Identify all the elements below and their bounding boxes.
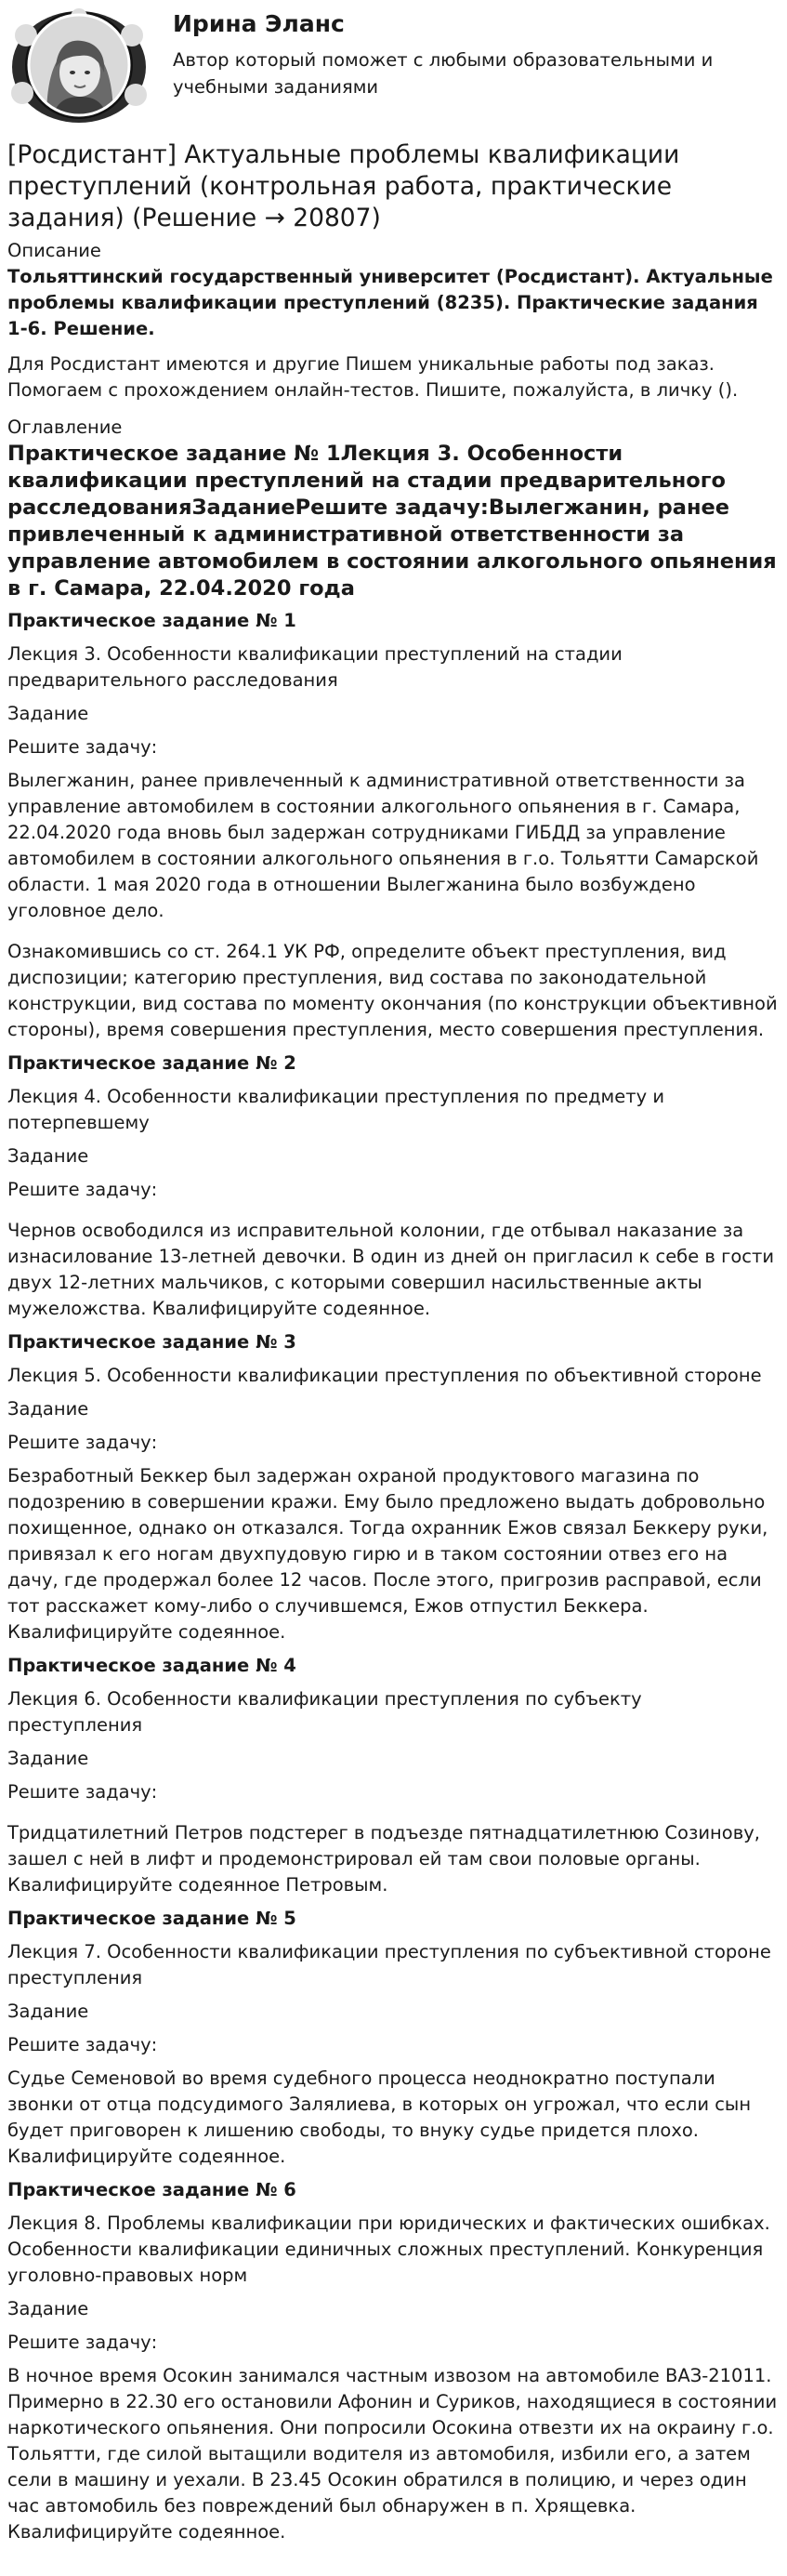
task-lecture: Лекция 5. Особенности квалификации преступления по объективной стороне	[7, 1365, 762, 1386]
task-block-3	[7, 1329, 780, 1645]
task-solve: Решите задачу:	[7, 1432, 158, 1453]
task-paragraph: Судье Семеновой во время судебного процесса неоднократно поступали звонки от отца подсудимого Залялиева, в которых он угрожал, что если сын будет приговорен к лишению свободы, то внуку судье придется плохо. Квалифицируйте содеянное.	[7, 2067, 752, 2167]
page-title: [Росдистант] Актуальные проблемы квалификации преступлений (контрольная работа, практические задания) (Решение → 20807)	[7, 140, 680, 232]
author-name[interactable]: Ирина Эланс	[173, 10, 345, 37]
task-solve: Решите задачу:	[7, 736, 158, 758]
author-avatar[interactable]	[6, 7, 152, 126]
task-title: Практическое задание № 6	[7, 2179, 296, 2200]
toc-heading: Практическое задание № 1Лекция 3. Особенности квалификации преступлений на стадии предварительного расследованияЗаданиеРешите задачу:Вылегжанин, ранее привлеченный к административной ответственности за управление автомобилем в состоянии алкогольного опьянения в г. Самара, 22.04.2020 года	[7, 442, 777, 601]
task-lecture: Лекция 7. Особенности квалификации преступления по субъективной стороне преступления	[7, 1941, 771, 1988]
author-card	[7, 0, 780, 126]
task-lecture: Лекция 8. Проблемы квалификации при юридических и фактических ошибках. Особенности квалификации единичных сложных преступлений. Конкуренция уголовно-правовых норм	[7, 2213, 770, 2286]
task-paragraph: В ночное время Осокин занимался частным извозом на автомобиле ВАЗ-21011. Примерно в 22.30 его остановили Афонин и Суриков, находящиеся в состоянии наркотического опьянения. Они попросили Осокина отвезти их на окраину г.о. Тольятти, где силой вытащили водителя из автомобиля, избили его, а затем сели в машину и уехали. В 23.45 Осокин обратился в полицию, и через один час автомобиль без повреждений был обнаружен в п. Хрящевка. Квалифицируйте содеянное.	[7, 2365, 778, 2543]
task-block-4	[7, 1653, 780, 1898]
task-assignment: Задание	[7, 1145, 89, 1167]
task-title: Практическое задание № 2	[7, 1052, 296, 1074]
task-paragraph: Тридцатилетний Петров подстерег в подъезде пятнадцатилетнюю Созинову, зашел с ней в лифт и продемонстрировал ей там свои половые органы. Квалифицируйте содеянное Петровым.	[7, 1822, 760, 1896]
author-info	[173, 7, 780, 100]
description-bold-text: Тольяттинский государственный университет (Росдистант). Актуальные проблемы квалификации преступлений (8235). Практические задания 1-6. Решение.	[7, 266, 773, 339]
task-block-2	[7, 1050, 780, 1322]
task-lecture: Лекция 6. Особенности квалификации преступления по субъекту преступления	[7, 1688, 642, 1736]
task-lecture: Лекция 3. Особенности квалификации преступлений на стадии предварительного расследования	[7, 643, 623, 691]
task-paragraph: Безработный Беккер был задержан охраной продуктового магазина по подозрению в совершении кражи. Ему было предложено выдать добровольно похищенное, однако он отказался. Тогда охранник Ежов связал Беккеру руки, привязал к его ногам двухпудовую гирю и в таком состоянии отвез его на дачу, где продержал более 12 часов. После этого, пригрозив расправой, если тот расскажет кому-либо о случившемся, Ежов отпустил Беккера. Квалифицируйте содеянное.	[7, 1465, 768, 1643]
task-assignment: Задание	[7, 2001, 89, 2022]
task-paragraph: Вылегжанин, ранее привлеченный к административной ответственности за управление автомобилем в состоянии алкогольного опьянения в г. Самара, 22.04.2020 года вновь был задержан сотрудниками ГИБДД за управление автомобилем в состоянии алкогольного опьянения в г.о. Тольятти Самарской области. 1 мая 2020 года в отношении Вылегжанина было возбуждено уголовное дело.	[7, 770, 759, 921]
description-note: Для Росдистант имеются и другие Пишем уникальные работы под заказ. Помогаем с прохождением онлайн-тестов. Пишите, пожалуйста, в личку ().	[7, 353, 739, 401]
task-block-6	[7, 2177, 780, 2545]
task-solve: Решите задачу:	[7, 2332, 158, 2353]
task-block-1	[7, 608, 780, 1043]
task-block-5	[7, 1906, 780, 2170]
task-title: Практическое задание № 1	[7, 610, 296, 631]
task-paragraph: Чернов освободился из исправительной колонии, где отбывал наказание за изнасилование 13-летней девочки. В один из дней он пригласил к себе в гости двух 12-летних мальчиков, с которыми совершил насильственные акты мужеложства. Квалифицируйте содеянное.	[7, 1220, 775, 1319]
task-assignment: Задание	[7, 703, 89, 724]
task-assignment: Задание	[7, 1398, 89, 1420]
task-assignment: Задание	[7, 2298, 89, 2319]
task-title: Практическое задание № 4	[7, 1655, 296, 1676]
task-solve: Решите задачу:	[7, 1781, 158, 1803]
task-solve: Решите задачу:	[7, 1179, 158, 1200]
toc-label: Оглавление	[7, 416, 123, 438]
task-assignment: Задание	[7, 1748, 89, 1769]
task-title: Практическое задание № 5	[7, 1908, 296, 1929]
description-label: Описание	[7, 240, 101, 261]
author-bio: Автор который поможет с любыми образовательными и учебными заданиями	[173, 49, 714, 98]
task-solve: Решите задачу:	[7, 2034, 158, 2055]
task-title: Практическое задание № 3	[7, 1331, 296, 1353]
task-paragraph: Ознакомившись со ст. 264.1 УК РФ, определите объект преступления, вид диспозиции; категорию преступления, вид состава по законодательной конструкции, вид состава по моменту окончания (по конструкции объективной стороны), время совершения преступления, место совершения преступления.	[7, 941, 778, 1040]
task-lecture: Лекция 4. Особенности квалификации преступления по предмету и потерпевшему	[7, 1086, 665, 1133]
film-reel-avatar-icon	[6, 7, 152, 126]
